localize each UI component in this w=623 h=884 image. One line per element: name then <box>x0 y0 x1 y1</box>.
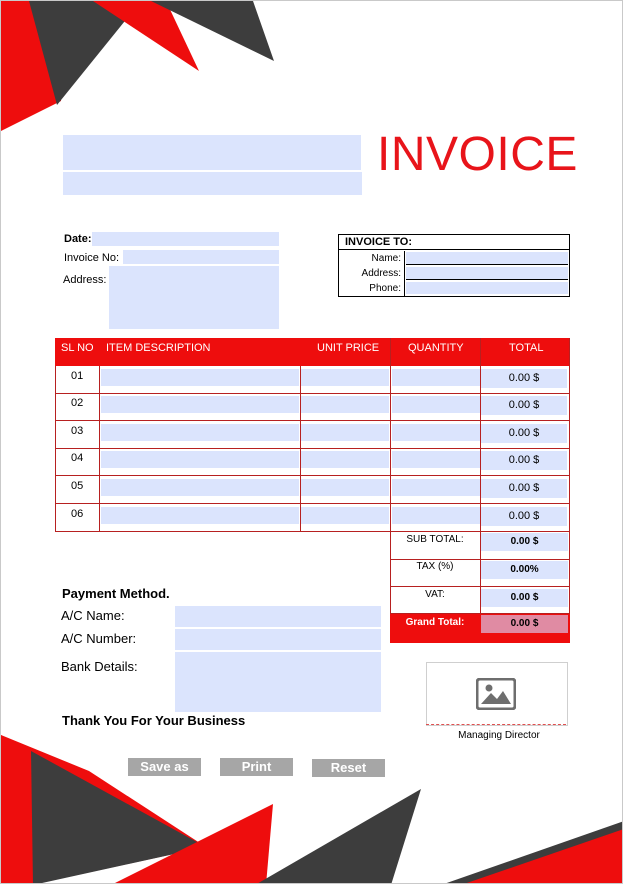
grand-total-value: 0.00 $ <box>481 615 568 633</box>
tax-value[interactable]: 0.00% <box>481 561 568 579</box>
bottom-decoration <box>1 721 623 884</box>
image-placeholder-icon <box>476 678 516 710</box>
payment-method-heading: Payment Method. <box>62 586 170 601</box>
tax-label: TAX (%) <box>416 561 454 572</box>
vat-value[interactable]: 0.00 $ <box>481 589 568 607</box>
signature-box[interactable] <box>426 662 568 726</box>
ac-name-label: A/C Name: <box>61 608 125 623</box>
date-field[interactable] <box>92 232 279 246</box>
bottom-dark-center-shape <box>255 789 421 884</box>
invoice-no-field[interactable] <box>123 250 279 264</box>
invoice-to-phone-field[interactable] <box>406 282 568 294</box>
row-unit-price-field[interactable] <box>301 507 389 524</box>
invoice-to-phone-label: Phone: <box>339 281 405 296</box>
address-field[interactable] <box>109 266 279 329</box>
table-row <box>55 366 570 394</box>
row-unit-price-field[interactable] <box>301 396 389 413</box>
row-quantity-field[interactable] <box>392 479 480 496</box>
header-total: TOTAL <box>509 342 544 354</box>
company-tagline-field[interactable] <box>63 172 362 195</box>
row-description-field[interactable] <box>101 396 299 413</box>
ac-name-field[interactable] <box>175 606 381 627</box>
row-sl-no: 03 <box>71 425 84 437</box>
print-button[interactable]: Print <box>220 758 293 776</box>
summary-divider-2 <box>390 586 570 587</box>
header-item-description: ITEM DESCRIPTION <box>106 342 211 354</box>
invoice-to-address-field[interactable] <box>406 267 568 280</box>
bank-details-label: Bank Details: <box>61 659 138 674</box>
row-quantity-field[interactable] <box>392 507 480 524</box>
row-sl-no: 05 <box>71 480 84 492</box>
row-unit-price-field[interactable] <box>301 424 389 441</box>
row-total: 0.00 $ <box>481 369 567 388</box>
row-description-field[interactable] <box>101 369 299 386</box>
table-row <box>55 448 570 476</box>
grand-total-label: Grand Total: <box>405 617 465 628</box>
table-border-left <box>55 366 56 531</box>
table-row <box>55 504 570 532</box>
row-quantity-field[interactable] <box>392 369 480 386</box>
header-unit-price: UNIT PRICE <box>317 342 380 354</box>
row-sl-no: 02 <box>71 397 84 409</box>
row-quantity-field[interactable] <box>392 424 480 441</box>
ac-number-label: A/C Number: <box>61 631 137 646</box>
sub-total-value: 0.00 $ <box>481 533 568 551</box>
invoice-to-name-field[interactable] <box>406 252 568 265</box>
invoice-to-box <box>338 234 570 297</box>
row-quantity-field[interactable] <box>392 396 480 413</box>
reset-button[interactable]: Reset <box>312 759 385 777</box>
thank-you-text: Thank You For Your Business <box>62 713 246 728</box>
row-total: 0.00 $ <box>481 424 567 443</box>
save-as-button[interactable]: Save as <box>128 758 201 776</box>
ac-number-field[interactable] <box>175 629 381 650</box>
table-border-right <box>569 338 570 643</box>
row-unit-price-field[interactable] <box>301 479 389 496</box>
date-label: Date: <box>64 233 92 245</box>
row-description-field[interactable] <box>101 451 299 468</box>
invoice-title: INVOICE <box>377 128 578 181</box>
header-sl-no: SL NO <box>61 342 94 354</box>
sub-total-label: SUB TOTAL: <box>406 534 464 545</box>
invoice-no-label: Invoice No: <box>64 252 120 264</box>
table-row <box>55 393 570 421</box>
items-table-header <box>55 338 570 366</box>
row-total: 0.00 $ <box>481 479 567 498</box>
row-unit-price-field[interactable] <box>301 451 389 468</box>
invoice-to-address-label: Address: <box>339 266 405 281</box>
row-sl-no: 01 <box>71 370 84 382</box>
top-decoration <box>1 1 623 141</box>
table-divider-1 <box>99 366 100 531</box>
address-label: Address: <box>63 274 107 286</box>
table-row <box>55 421 570 449</box>
row-description-field[interactable] <box>101 424 299 441</box>
row-sl-no: 06 <box>71 508 84 520</box>
row-quantity-field[interactable] <box>392 451 480 468</box>
row-description-field[interactable] <box>101 479 299 496</box>
vat-label: VAT: <box>425 589 445 600</box>
invoice-to-name-label: Name: <box>339 251 405 266</box>
invoice-to-phone-row <box>339 281 569 296</box>
row-total: 0.00 $ <box>481 396 567 415</box>
managing-director-label: Managing Director <box>458 730 540 741</box>
invoice-to-name-row <box>339 251 569 266</box>
summary-divider-1 <box>390 559 570 560</box>
company-name-field[interactable] <box>63 135 361 170</box>
row-unit-price-field[interactable] <box>301 369 389 386</box>
header-quantity: QUANTITY <box>408 342 464 354</box>
table-row <box>55 476 570 504</box>
row-description-field[interactable] <box>101 507 299 524</box>
table-divider-2 <box>300 366 301 531</box>
row-total: 0.00 $ <box>481 507 567 526</box>
row-total: 0.00 $ <box>481 451 567 470</box>
invoice-to-header: INVOICE TO: <box>339 235 569 250</box>
invoice-to-address-row <box>339 266 569 281</box>
bank-details-field[interactable] <box>175 652 381 712</box>
row-sl-no: 04 <box>71 452 84 464</box>
